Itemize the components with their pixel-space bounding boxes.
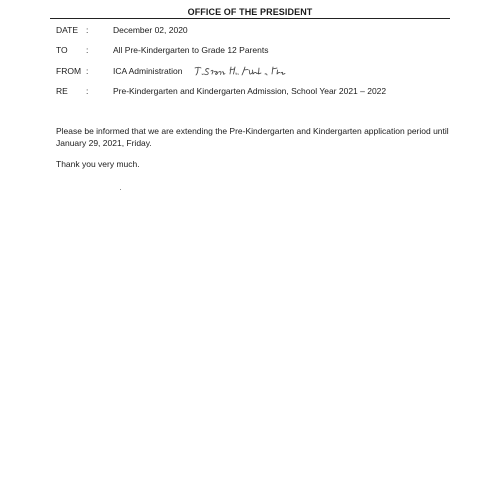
memo-colon: : <box>86 25 89 35</box>
closing-line: Thank you very much. <box>56 159 140 169</box>
memo-row-to <box>0 44 500 56</box>
memo-row-re <box>0 85 500 97</box>
page-title: OFFICE OF THE PRESIDENT <box>187 7 313 17</box>
memo-colon: : <box>86 66 89 76</box>
memo-label-from: FROM <box>56 66 82 76</box>
scan-speck <box>120 189 121 190</box>
memo-row-date <box>0 24 500 36</box>
memo-row-from <box>0 65 500 77</box>
memo-label-re: RE <box>56 86 68 96</box>
handwritten-signature <box>193 64 308 78</box>
memo-value-to: All Pre-Kindergarten to Grade 12 Parents <box>113 45 269 55</box>
memo-value-date: December 02, 2020 <box>113 25 188 35</box>
memo-label-to: TO <box>56 45 68 55</box>
memo-colon: : <box>86 45 89 55</box>
memo-colon: : <box>86 86 89 96</box>
memo-value-re: Pre-Kindergarten and Kindergarten Admission, School Year 2021 – 2022 <box>113 86 387 96</box>
memo-value-from: ICA Administration <box>113 66 183 76</box>
header-divider <box>50 18 450 19</box>
memo-label-date: DATE <box>56 25 79 35</box>
body-paragraph: Please be informed that we are extending the Pre-Kindergarten and Kindergarten application period until January 29, 2021, Friday. <box>56 126 449 148</box>
